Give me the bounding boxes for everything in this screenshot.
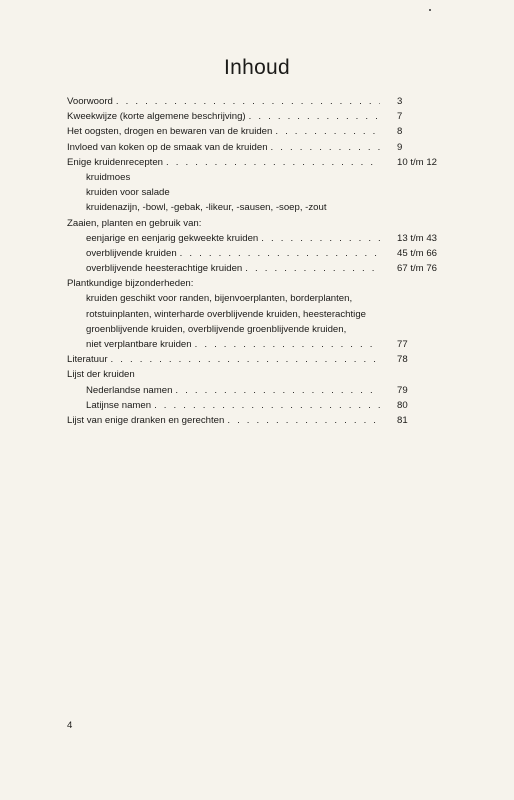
toc-entry-title: Lijst der kruiden	[67, 369, 135, 381]
toc-entry	[67, 261, 447, 276]
toc-entry-page: 8	[397, 126, 403, 138]
toc-entry-title: overblijvende kruiden	[86, 247, 177, 259]
dot-leader	[227, 413, 380, 428]
toc-entry-page: 80	[397, 399, 408, 411]
toc-entry	[67, 231, 447, 246]
toc-entry-title: Literatuur	[67, 354, 108, 366]
toc-entry-page: 10 t/m 12	[397, 156, 437, 168]
toc-entry-title: Plantkundige bijzonderheden:	[67, 278, 194, 290]
toc-entry-title: niet verplantbare kruiden	[86, 339, 192, 350]
toc-entry-page: 78	[397, 354, 408, 366]
toc-entry	[67, 352, 447, 367]
toc-entry-title: rotstuinplanten, winterharde overblijvende kruiden, heesterachtige	[86, 308, 366, 320]
toc-entry	[67, 109, 447, 124]
toc-entry-title: Het oogsten, drogen en bewaren van de kruiden	[67, 126, 273, 138]
page-title: Inhoud	[223, 56, 291, 80]
toc-entry-title: Lijst van enige dranken en gerechten	[67, 414, 225, 426]
toc-entry-title: kruidenazijn, -bowl, -gebak, -likeur, -sausen, -soep, -zout	[86, 202, 327, 214]
ink-speck	[429, 9, 431, 11]
toc-entry-title: Kweekwijze (korte algemene beschrijving)	[67, 111, 246, 123]
toc-entry	[67, 155, 447, 170]
toc-entry-page: 13 t/m 43	[397, 232, 437, 244]
toc-entry-title: Enige kruidenrecepten	[67, 156, 164, 168]
toc-entry-title: Zaaien, planten en gebruik van:	[67, 217, 202, 229]
toc-entry	[67, 383, 447, 398]
toc-entry-page: 79	[397, 384, 408, 396]
toc-entry	[67, 185, 447, 200]
toc-entry	[67, 124, 447, 139]
toc-entry-page: 7	[397, 111, 403, 123]
table-of-contents	[67, 94, 447, 428]
dot-leader	[261, 231, 380, 246]
toc-entry	[67, 337, 447, 352]
dot-leader	[271, 140, 380, 155]
dot-leader	[166, 155, 380, 170]
dot-leader	[195, 337, 380, 352]
toc-entry-title: eenjarige en eenjarig gekweekte kruiden	[86, 232, 259, 244]
toc-entry-title: groenblijvende kruiden, overblijvende groenblijvende kruiden,	[86, 323, 347, 335]
toc-entry-page: 77	[397, 339, 408, 350]
toc-entry	[67, 291, 447, 306]
toc-entry-title: Invloed van koken op de smaak van de kruiden	[67, 141, 268, 153]
dot-leader	[154, 398, 380, 413]
toc-entry-page: 3	[397, 96, 403, 107]
dot-leader	[180, 246, 380, 261]
dot-leader	[111, 352, 380, 367]
toc-entry	[67, 307, 447, 322]
toc-entry	[67, 367, 447, 382]
toc-entry	[67, 398, 447, 413]
toc-entry-title: overblijvende heesterachtige kruiden	[86, 263, 243, 275]
dot-leader	[175, 383, 380, 398]
toc-entry-title: kruiden voor salade	[86, 187, 170, 199]
toc-entry	[67, 322, 447, 337]
dot-leader	[275, 124, 380, 139]
dot-leader	[116, 94, 380, 109]
toc-entry-title: kruiden geschikt voor randen, bijenvoerplanten, borderplanten,	[86, 293, 353, 305]
toc-entry-page: 45 t/m 66	[397, 247, 437, 259]
toc-entry	[67, 200, 447, 215]
toc-entry	[67, 170, 447, 185]
toc-entry-page: 9	[397, 141, 403, 153]
toc-entry	[67, 413, 447, 428]
toc-entry	[67, 140, 447, 155]
toc-entry-page: 81	[397, 414, 408, 426]
toc-entry	[67, 276, 447, 291]
toc-entry-title: Voorwoord	[67, 96, 113, 107]
toc-entry-page: 67 t/m 76	[397, 263, 437, 275]
toc-entry-title: Latijnse namen	[86, 399, 152, 411]
toc-entry-title: kruidmoes	[86, 171, 131, 183]
dot-leader	[249, 109, 380, 124]
dot-leader	[245, 261, 380, 276]
toc-entry	[67, 94, 447, 109]
toc-entry	[67, 216, 447, 231]
toc-entry-title: Nederlandse namen	[86, 384, 173, 396]
toc-entry	[67, 246, 447, 261]
page-number: 4	[67, 720, 73, 731]
